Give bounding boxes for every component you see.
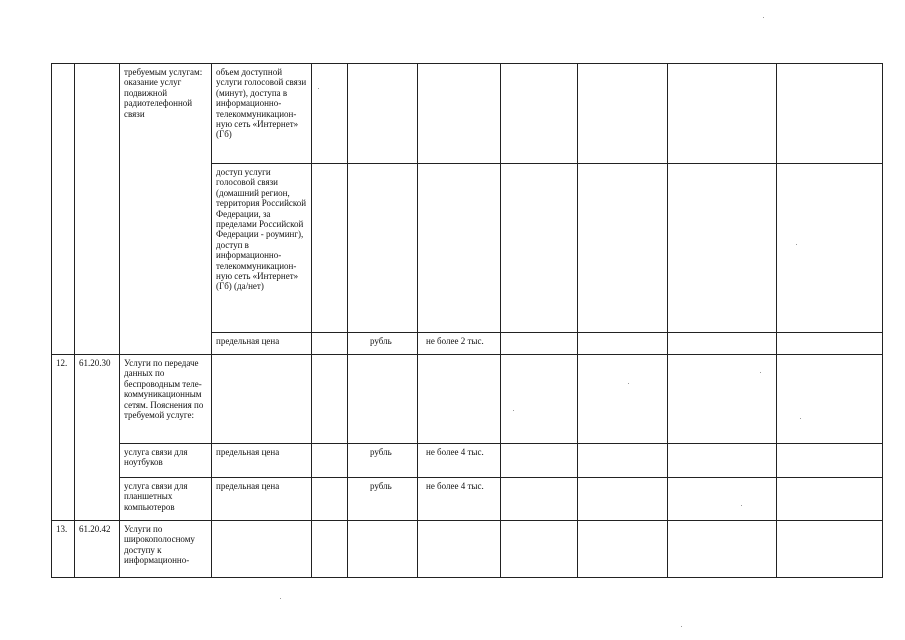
empty-cell	[668, 478, 777, 521]
empty-cell	[578, 478, 668, 521]
row-number: 13.	[56, 524, 68, 534]
unit-cell	[348, 164, 418, 333]
characteristic: доступ услуги голосовой связи (домашний регион, территория Российской Федерации, за пределами Российской Федерации - роуминг), доступ в информационно-телекоммуникацион-ную сеть «Интернет» (Гб) (да/нет)	[216, 167, 307, 292]
empty-cell	[668, 355, 777, 444]
empty-cell	[312, 164, 348, 333]
scan-speck	[800, 418, 801, 419]
value: не более 4 тыс.	[426, 481, 484, 491]
requirements-table	[51, 63, 883, 578]
scan-speck	[280, 598, 281, 599]
empty-cell	[501, 164, 578, 333]
empty-cell	[312, 64, 348, 164]
characteristic-cell	[212, 64, 312, 164]
row-number-cell	[52, 64, 75, 355]
table-row	[52, 521, 883, 578]
empty-cell	[777, 164, 883, 333]
scan-speck	[796, 244, 797, 245]
characteristic-cell	[212, 333, 312, 355]
characteristic: предельная цена	[216, 481, 280, 491]
unit-cell	[348, 355, 418, 444]
empty-cell	[668, 521, 777, 578]
value-cell	[418, 164, 501, 333]
empty-cell	[501, 478, 578, 521]
service-name: требуемым услугам: оказание услуг подвижной радиотелефонной связи	[124, 67, 203, 119]
characteristic-cell	[212, 478, 312, 521]
okpd-code-cell	[75, 64, 120, 355]
unit: рубль	[370, 481, 392, 491]
okpd-code-cell	[75, 521, 120, 578]
service-name-cell	[120, 478, 212, 521]
okpd-code: 61.20.42	[79, 524, 111, 534]
service-name: услуга связи для планшетных компьютеров	[124, 481, 188, 512]
table-row	[52, 478, 883, 521]
characteristic: предельная цена	[216, 336, 280, 346]
unit-cell	[348, 478, 418, 521]
value: не более 4 тыс.	[426, 447, 484, 457]
empty-cell	[501, 521, 578, 578]
characteristic-cell	[212, 521, 312, 578]
characteristic-cell	[212, 355, 312, 444]
empty-cell	[578, 164, 668, 333]
empty-cell	[312, 355, 348, 444]
unit-cell	[348, 521, 418, 578]
empty-cell	[312, 444, 348, 478]
empty-cell	[777, 478, 883, 521]
empty-cell	[668, 333, 777, 355]
unit-cell	[348, 333, 418, 355]
value-cell	[418, 355, 501, 444]
row-number: 12.	[56, 358, 68, 368]
service-name-cell	[120, 521, 212, 578]
empty-cell	[312, 333, 348, 355]
empty-cell	[668, 64, 777, 164]
unit-cell	[348, 64, 418, 164]
empty-cell	[578, 355, 668, 444]
empty-cell	[777, 521, 883, 578]
value-cell	[418, 333, 501, 355]
empty-cell	[501, 64, 578, 164]
empty-cell	[578, 333, 668, 355]
okpd-code-cell	[75, 355, 120, 521]
empty-cell	[777, 333, 883, 355]
row-number-cell	[52, 521, 75, 578]
empty-cell	[312, 478, 348, 521]
empty-cell	[578, 521, 668, 578]
service-name-cell	[120, 64, 212, 355]
empty-cell	[501, 355, 578, 444]
empty-cell	[668, 164, 777, 333]
scan-speck	[741, 505, 742, 506]
empty-cell	[777, 64, 883, 164]
scan-speck	[628, 383, 629, 384]
table-row	[52, 444, 883, 478]
scan-speck	[763, 17, 764, 18]
scan-speck	[681, 626, 682, 627]
scan-speck	[513, 410, 514, 411]
value-cell	[418, 64, 501, 164]
characteristic-cell	[212, 444, 312, 478]
scan-speck	[760, 372, 761, 373]
service-name: Услуги по широкополосному доступу к информационно-	[124, 524, 195, 566]
characteristic: объем доступной услуги голосовой связи (минут), доступа в информационно-телекоммуникацион-ную сеть «Интернет» (Гб)	[216, 67, 307, 140]
value-cell	[418, 521, 501, 578]
okpd-code: 61.20.30	[79, 358, 111, 368]
value-cell	[418, 444, 501, 478]
characteristic: предельная цена	[216, 447, 280, 457]
empty-cell	[777, 355, 883, 444]
scan-speck	[318, 88, 319, 89]
service-name-cell	[120, 355, 212, 444]
empty-cell	[578, 64, 668, 164]
service-name: Услуги по передаче данных по беспроводным теле-коммуникационным сетям. Пояснения по требуемой услуге:	[124, 358, 204, 421]
service-name: услуга связи для ноутбуков	[124, 447, 188, 468]
service-name-cell	[120, 444, 212, 478]
value: не более 2 тыс.	[426, 336, 484, 346]
unit: рубль	[370, 336, 392, 346]
unit: рубль	[370, 447, 392, 457]
empty-cell	[501, 333, 578, 355]
unit-cell	[348, 444, 418, 478]
empty-cell	[777, 444, 883, 478]
table-row	[52, 355, 883, 444]
empty-cell	[668, 444, 777, 478]
empty-cell	[501, 444, 578, 478]
table-row	[52, 64, 883, 164]
value-cell	[418, 478, 501, 521]
empty-cell	[578, 444, 668, 478]
empty-cell	[312, 521, 348, 578]
characteristic-cell	[212, 164, 312, 333]
row-number-cell	[52, 355, 75, 521]
